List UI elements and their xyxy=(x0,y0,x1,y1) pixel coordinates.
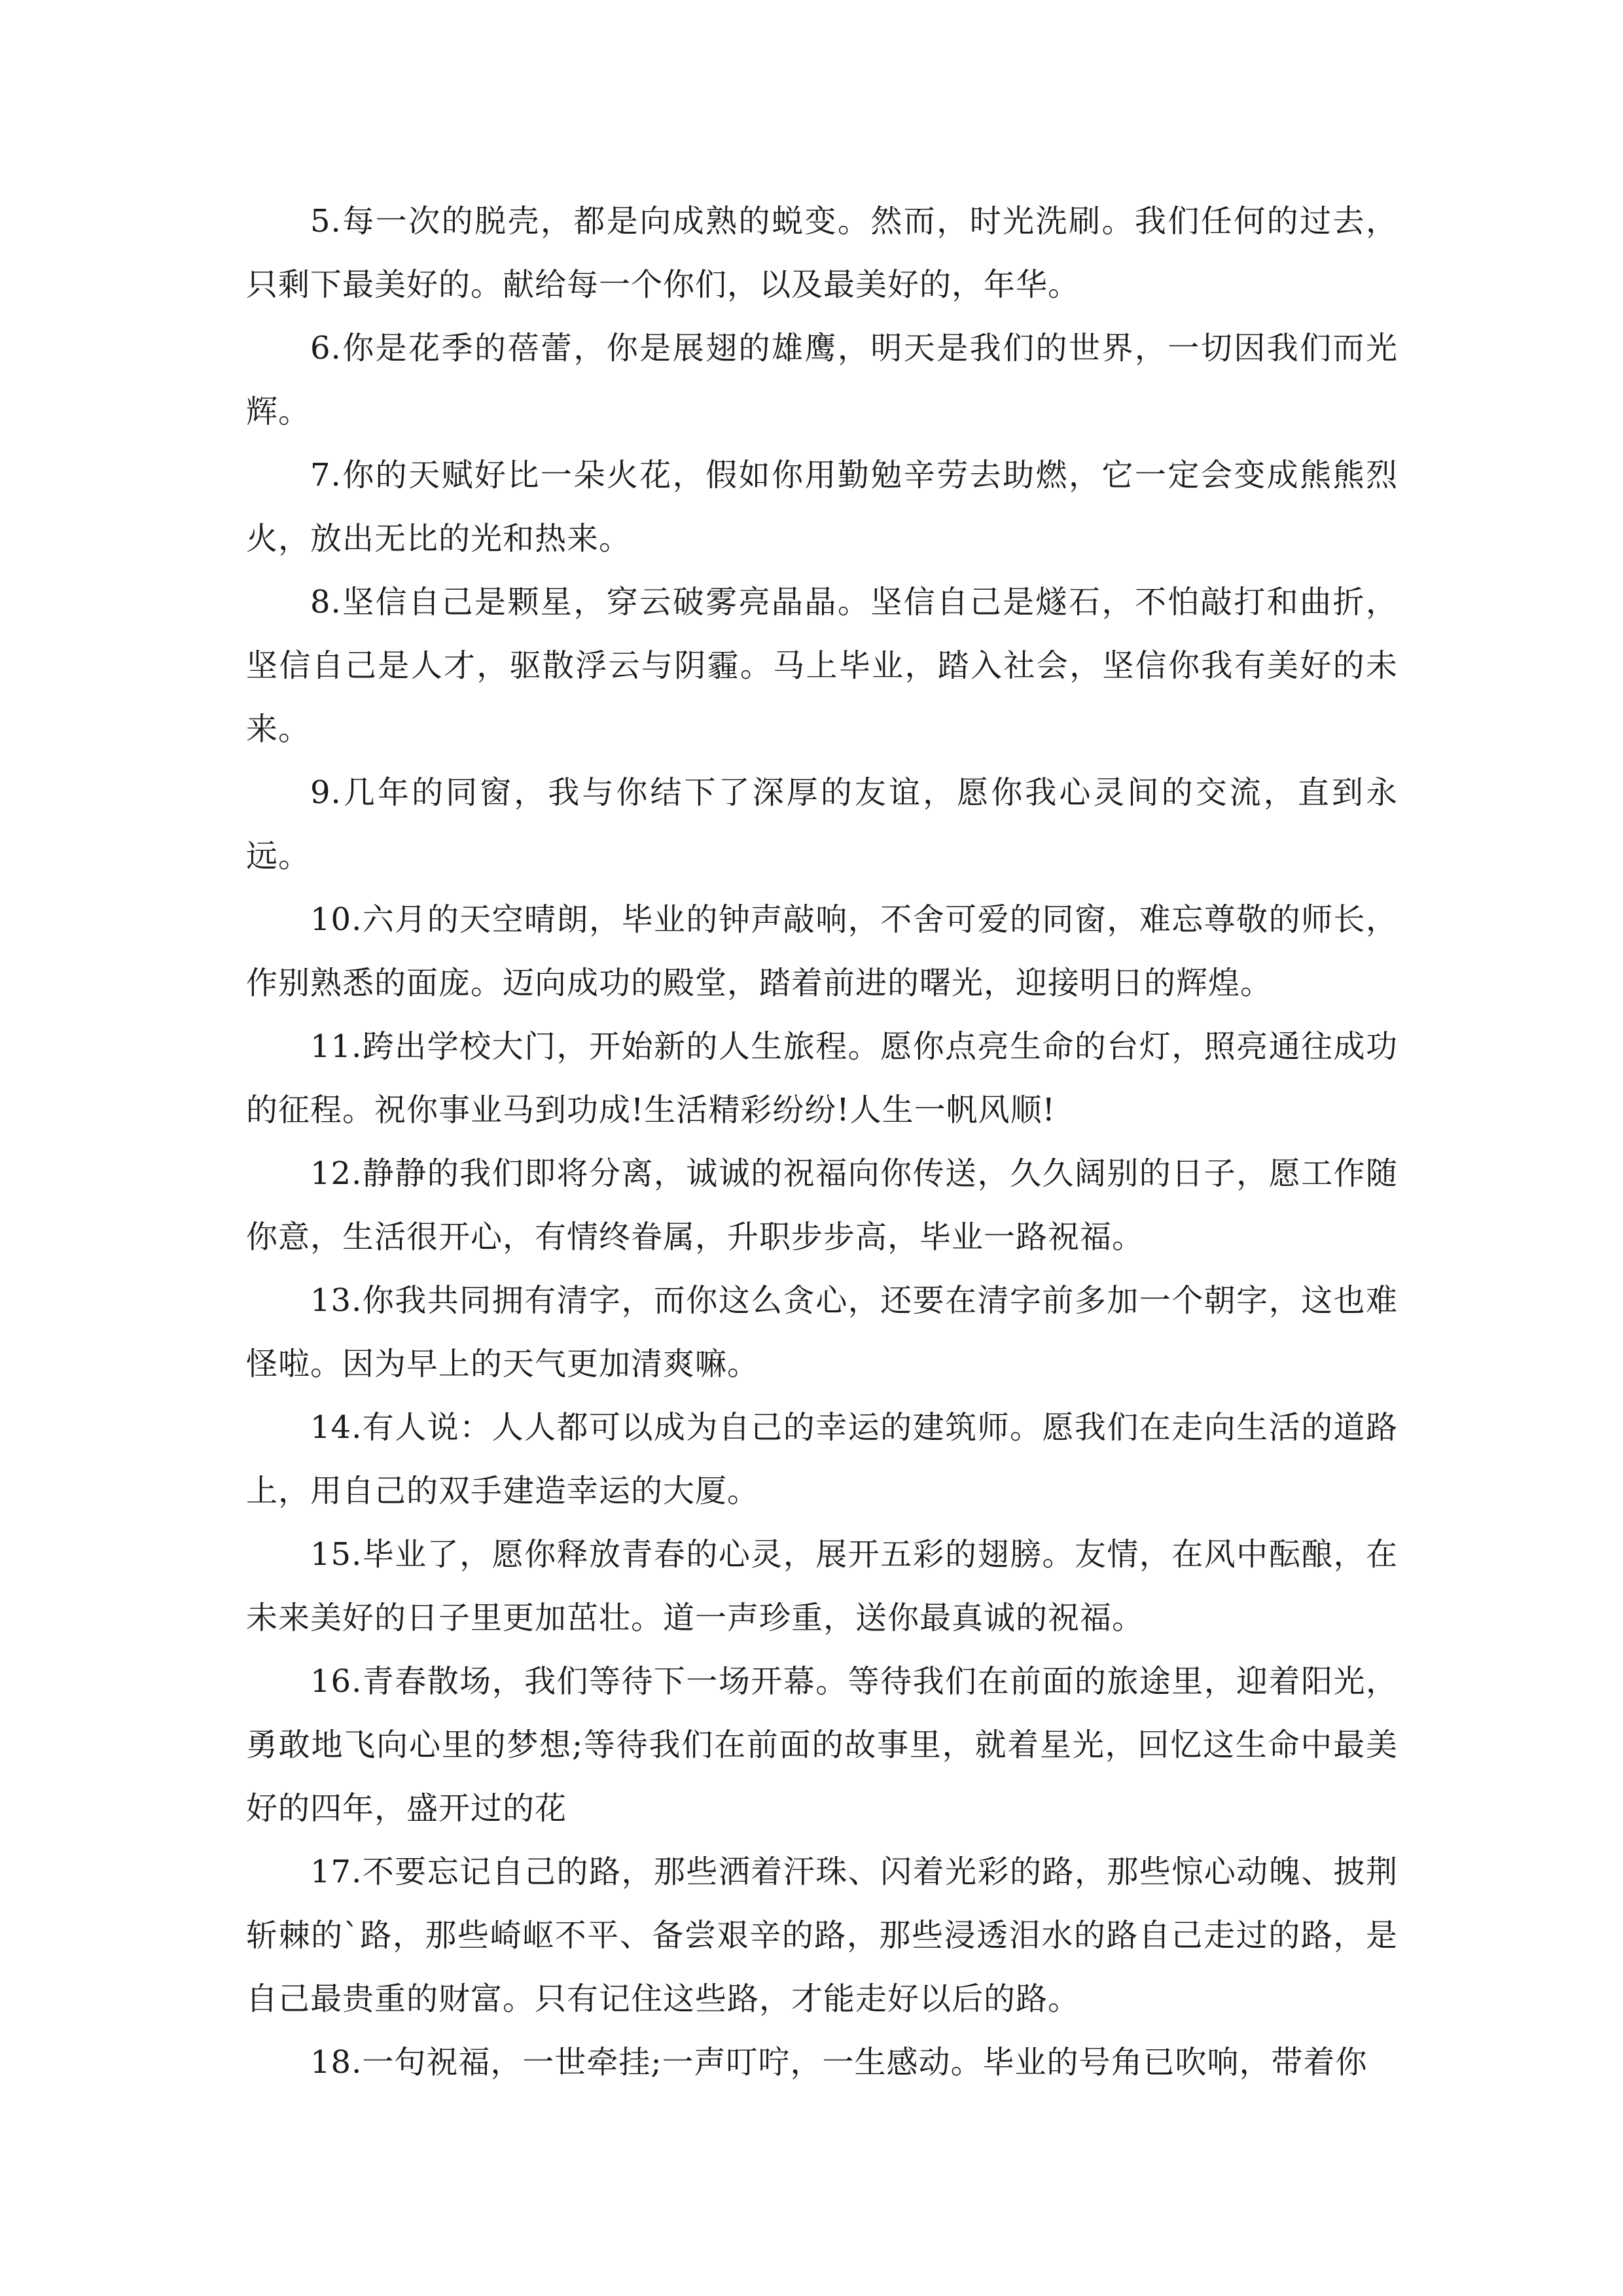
paragraph-15: 15.毕业了，愿你释放青春的心灵，展开五彩的翅膀。友情，在风中酝酿，在未来美好的日子里更加茁壮。道一声珍重，送你最真诚的祝福。 xyxy=(246,1536,1398,1636)
paragraph-11: 11.跨出学校大门，开始新的人生旅程。愿你点亮生命的台灯，照亮通往成功的征程。祝你事业马到功成!生活精彩纷纷!人生一帆风顺! xyxy=(246,1028,1398,1128)
document-body xyxy=(246,190,1398,2094)
paragraph-17: 17.不要忘记自己的路，那些洒着汗珠、闪着光彩的路，那些惊心动魄、披荆斩棘的`路，那些崎岖不平、备尝艰辛的路，那些浸透泪水的路自己走过的路，是自己最贵重的财富。只有记住这些路，才能走好以后的路。 xyxy=(246,1854,1398,2017)
paragraph-14: 14.有人说：人人都可以成为自己的幸运的建筑师。愿我们在走向生活的道路上，用自己的双手建造幸运的大厦。 xyxy=(246,1409,1398,1509)
paragraph-12: 12.静静的我们即将分离，诚诚的祝福向你传送，久久阔别的日子，愿工作随你意，生活很开心，有情终眷属，升职步步高，毕业一路祝福。 xyxy=(246,1155,1398,1255)
paragraph-7: 7.你的天赋好比一朵火花，假如你用勤勉辛劳去助燃，它一定会变成熊熊烈火，放出无比的光和热来。 xyxy=(246,457,1398,557)
paragraph-8: 8.坚信自己是颗星，穿云破雾亮晶晶。坚信自己是燧石，不怕敲打和曲折，坚信自己是人才，驱散浮云与阴霾。马上毕业，踏入社会，坚信你我有美好的未来。 xyxy=(246,584,1398,747)
paragraph-6: 6.你是花季的蓓蕾，你是展翅的雄鹰，明天是我们的世界，一切因我们而光辉。 xyxy=(246,330,1398,430)
paragraph-18: 18.一句祝福，一世牵挂;一声叮咛，一生感动。毕业的号角已吹响，带着你 xyxy=(310,2044,1368,2081)
paragraph-16: 16.青春散场，我们等待下一场开幕。等待我们在前面的旅途里，迎着阳光，勇敢地飞向心里的梦想;等待我们在前面的故事里，就着星光，回忆这生命中最美好的四年，盛开过的花 xyxy=(246,1663,1398,1827)
paragraph-5: 5.每一次的脱壳，都是向成熟的蜕变。然而，时光洗刷。我们任何的过去，只剩下最美好的。献给每一个你们，以及最美好的，年华。 xyxy=(246,203,1398,303)
paragraph-13: 13.你我共同拥有清字，而你这么贪心，还要在清字前多加一个朝字，这也难怪啦。因为早上的天气更加清爽嘛。 xyxy=(246,1282,1398,1382)
paragraph-9: 9.几年的同窗，我与你结下了深厚的友谊，愿你我心灵间的交流，直到永远。 xyxy=(246,774,1398,874)
paragraph-10: 10.六月的天空晴朗，毕业的钟声敲响，不舍可爱的同窗，难忘尊敬的师长，作别熟悉的面庞。迈向成功的殿堂，踏着前进的曙光，迎接明日的辉煌。 xyxy=(246,901,1398,1001)
